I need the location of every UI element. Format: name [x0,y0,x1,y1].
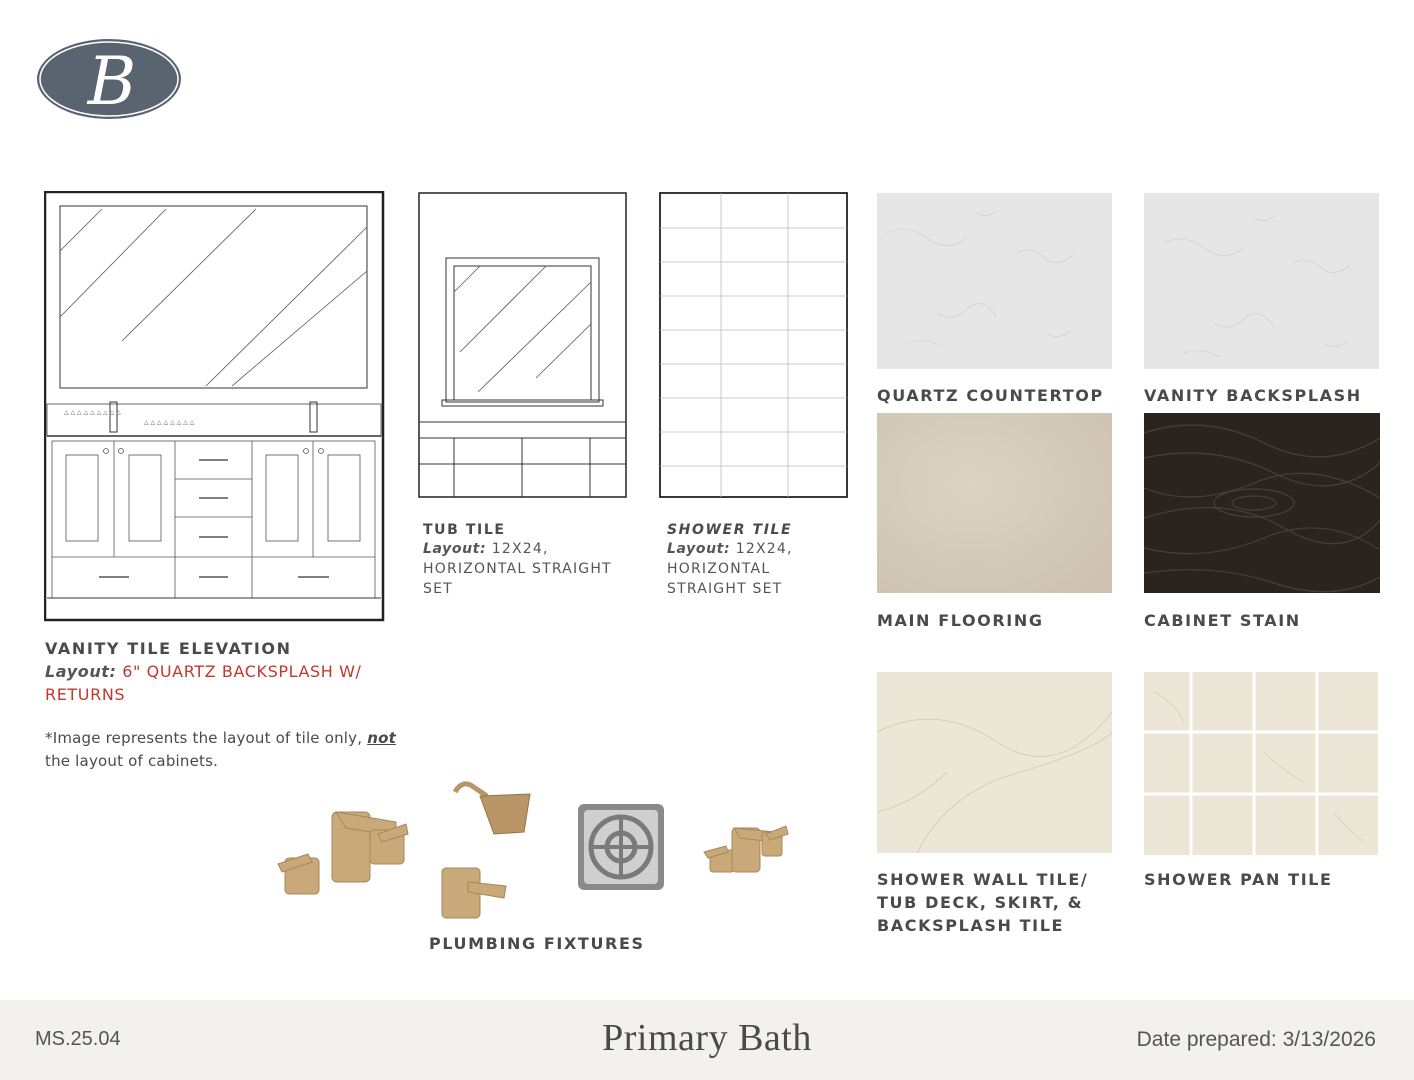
svg-text:△ △ △ △ △ △ △ △: △ △ △ △ △ △ △ △ [144,419,195,426]
tub-tile-spec [423,539,633,599]
vanity-note-text: *Image represents the layout of tile only, [45,729,363,747]
tub-tile-drawing [418,192,628,500]
plumbing-fixtures-title: PLUMBING FIXTURES [429,934,645,953]
swatch-label-shower-pan-tile: SHOWER PAN TILE [1144,870,1333,889]
vanity-note-emphasis: not [367,729,396,747]
shower-wall-tile-swatch [877,672,1112,853]
tub-tile-title: TUB TILE [423,522,506,538]
footer-page-title: Primary Bath [602,1017,812,1059]
swatch-label-main-flooring: MAIN FLOORING [877,611,1044,630]
vanity-note-tail: the layout of cabinets. [45,752,219,770]
shower-tile-drawing [659,192,849,500]
vanity-elevation-drawing [44,191,386,623]
shower-pan-tile-swatch [1144,672,1378,855]
plumbing-fixtures-image [270,772,800,927]
main-flooring-swatch [877,413,1112,593]
swatch-label-quartz-countertop: QUARTZ COUNTERTOP [877,386,1104,405]
tub-tile-layout-value: 12X24, HORIZONTAL STRAIGHT SET [423,541,612,597]
footer-plan-code: MS.25.04 [35,1028,121,1050]
footer-bar [0,1000,1414,1080]
vanity-backsplash-swatch [1144,193,1379,369]
shower-tile-title: SHOWER TILE [667,522,793,538]
tub-faucet-icon [704,826,788,872]
shower-drain-icon [578,804,664,890]
vanity-layout-value: 6" QUARTZ BACKSPLASH W/ RETURNS [45,662,362,704]
cabinet-stain-swatch [1144,413,1380,593]
vanity-layout-label: Layout: [45,662,117,681]
vanity-faucet-icon [278,812,408,894]
quartz-countertop-swatch [877,193,1112,369]
shower-tile-spec [667,539,807,599]
vanity-layout-spec [45,660,385,706]
shower-head-icon [455,784,530,834]
shower-tile-layout-label: Layout: [667,541,731,557]
shower-valve-icon [442,868,506,918]
swatch-label-shower-wall-tile: SHOWER WALL TILE/ TUB DECK, SKIRT, & BACKSPLASH TILE [877,870,1089,935]
vanity-elevation-title: VANITY TILE ELEVATION [45,639,292,658]
footer-date-prepared: Date prepared: 3/13/2026 [1136,1028,1376,1051]
vanity-note [45,727,435,773]
svg-text:△ △ △ △ △ △ △ △ △: △ △ △ △ △ △ △ △ △ [64,409,121,416]
tub-tile-layout-label: Layout: [423,541,487,557]
swatch-label-vanity-backsplash: VANITY BACKSPLASH [1144,386,1362,405]
shower-tile-layout-value: 12X24, HORIZONTAL STRAIGHT SET [667,541,793,597]
brand-logo [34,36,184,122]
logo-letter: B [87,43,137,120]
swatch-label-cabinet-stain: CABINET STAIN [1144,611,1301,630]
